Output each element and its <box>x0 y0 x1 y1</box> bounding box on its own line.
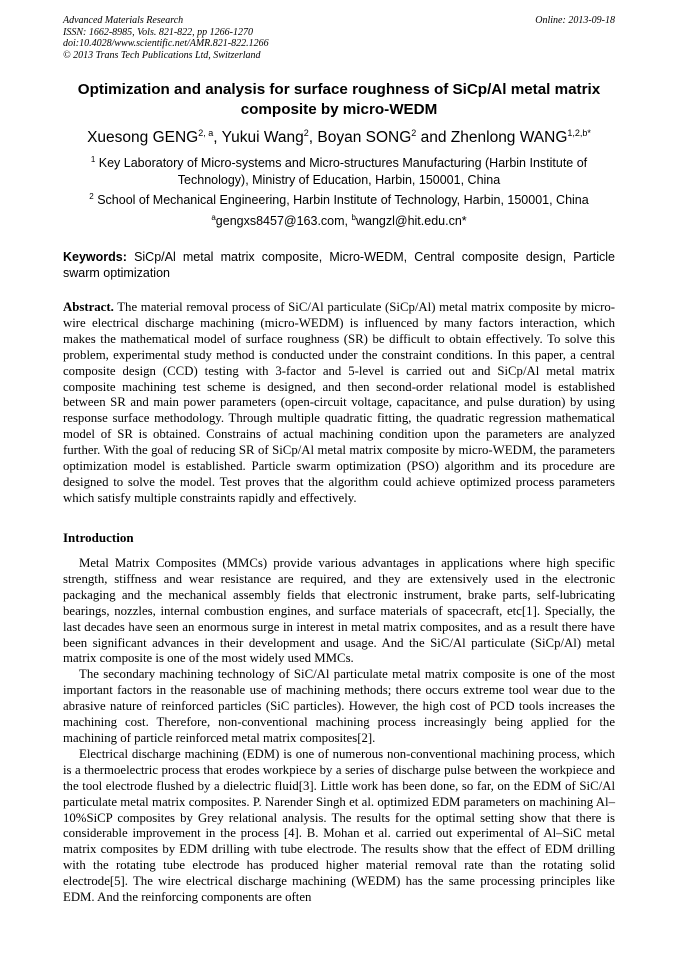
journal-issn: ISSN: 1662-8985, Vols. 821-822, pp 1266-1270 <box>63 26 253 38</box>
email-mark: a <box>211 213 216 222</box>
paper-title: Optimization and analysis for surface roughness of SiCp/Al metal matrix composite by micro-WEDM <box>77 81 601 118</box>
email-address: gengxs8457@163.com, <box>215 214 349 228</box>
author-name: Xuesong GENG <box>87 129 199 146</box>
keywords-text: SiCp/Al metal matrix composite, Micro-WEDM, Central composite design, Particle swarm optimization <box>63 250 615 280</box>
author-name: Boyan SONG <box>317 129 412 146</box>
author-emails <box>63 213 615 230</box>
affiliation-text: School of Mechanical Engineering, Harbin Institute of Technology, Harbin, 150001, China <box>97 193 589 207</box>
abstract-block <box>63 300 615 507</box>
author-name: Yukui Wang <box>221 129 304 146</box>
paragraph: Metal Matrix Composites (MMCs) provide various advantages in applications where high specific strength, stiffness and wear resistance are required, and they are extensively used in the electronic packaging and the mechanical assembly fields that electronic instrument, brake parts, self-lubricating bearings, nozzles, internal combustion engines, and surface materials of spacecraft, etc[1]. Specially, the last decades have seen an enormous surge in interest in metal matrix composites, and as a result there have been significant advances in their development and usage. And the SiC/Al particulate (SiCp/Al) metal matrix composite is one of the most widely used MMCs. <box>63 556 615 666</box>
affiliation-number: 2 <box>89 192 94 201</box>
keywords-block <box>63 249 615 281</box>
journal-doi: doi:10.4028/www.scientific.net/AMR.821-822.1266 <box>63 38 269 49</box>
journal-header <box>63 15 615 61</box>
affiliation-number: 1 <box>90 155 96 164</box>
author-conjunction: and <box>420 129 447 146</box>
author-list: Xuesong GENG$^{2, a}$, Yukui Wang$^2$, Boyan SONG$^2$ and Zhenlong $WANG^{1,2,b*}$ <box>87 128 591 146</box>
paragraph: Electrical discharge machining (EDM) is one of numerous non-conventional machining process, which is a thermoelectric process that erodes workpiece by a series of discharge pulse between the workpiece and the tool electrode flushed by a dielectric fluid[3]. Little work has been done, so far, on the EDM of SiC/Al particulate metal matrix composites. P. Narender Singh et al. optimized EDM parameters on machining Al–10%SiCP composites by Grey relational analysis. The results for the optimal setting show that there is considerable improvement in the process [4]. B. Mohan et al. carried out experimental of Al–SiC metal matrix composites by EDM drilling with tube electrode. The results show that the effect of EDM drilling with the rotating tube electrode has produced higher material removal rate than the rotating solid electrode[5]. The wire electrical discharge machining (WEDM) has the same processing principles like EDM. And the reinforcing components are often <box>63 746 615 905</box>
abstract-label: Abstract. <box>63 300 114 314</box>
abstract-text: The material removal process of SiC/Al particulate (SiCp/Al) metal matrix composite by micro-wire electrical discharge machining (micro-WEDM) is influenced by many factors interaction, which makes the mathematical model of surface roughness (SR) be difficult to obtain effectively. To solve this problem, experimental study method is conducted under the constraint conditions. In this paper, a central composite design (CCD) testing with 3-factor and 5-level is carried out and SiCp/Al metal matrix composite machining test scheme is designed, and then second-order relational model is established between SR and main power parameters (open-circuit voltage, capacitance, and pulse duration) by using response surface methodology. Through multiple quadratic fitting, the quadratic regression mathematical model of SR is obtained. Constrains of actual machining condition upon the parameters are analyzed further. With the goal of reducing SR of SiCp/Al metal matrix composite by micro-WEDM, the parameters optimization model is established. Particle swarm optimization (PSO) algorithm and its procedure are designed to solve the model. Test proves that the algorithm could achieve optimized process parameters which satisfy multiple constraints rapidly and effectively. <box>63 300 615 505</box>
email-address: wangzl@hit.edu.cn* <box>355 214 467 228</box>
affiliation-text: Key Laboratory of Micro-systems and Micro-structures Manufacturing (Harbin Institute of Technology), Ministry of Education, Harbin, 150001, China <box>98 156 588 187</box>
online-date: Online: 2013-09-18 <box>535 15 615 26</box>
keywords-label: Keywords: <box>63 250 127 264</box>
paragraph: The secondary machining technology of SiC/Al particulate metal matrix composite is one of the most important factors in the reasonable use of machining methods; there occurs extreme tool wear due to the abrasive nature of reinforced particles (SiC particles). However, the high cost of PCD tools increases the machining cost. Therefore, non-conventional machining process increasingly being applied for the machining of particle reinforced metal matrix composites[2]. <box>63 667 615 745</box>
introduction-body <box>63 556 615 906</box>
email-mark: b <box>351 213 356 222</box>
affiliation-1 <box>70 155 608 189</box>
affiliation-2 <box>40 192 638 209</box>
author-affiliation-mark: 2, a <box>198 128 214 138</box>
author-affiliation-mark: 2 <box>411 128 417 138</box>
author-name: Zhenlong WANG <box>450 129 568 146</box>
journal-copyright: © 2013 Trans Tech Publications Ltd, Switzerland <box>63 49 261 61</box>
author-affiliation-mark: 2 <box>303 128 309 138</box>
section-heading: Introduction <box>63 530 134 545</box>
author-affiliation-mark: 1,2,b* <box>567 128 591 138</box>
journal-name: Advanced Materials Research <box>63 15 184 26</box>
